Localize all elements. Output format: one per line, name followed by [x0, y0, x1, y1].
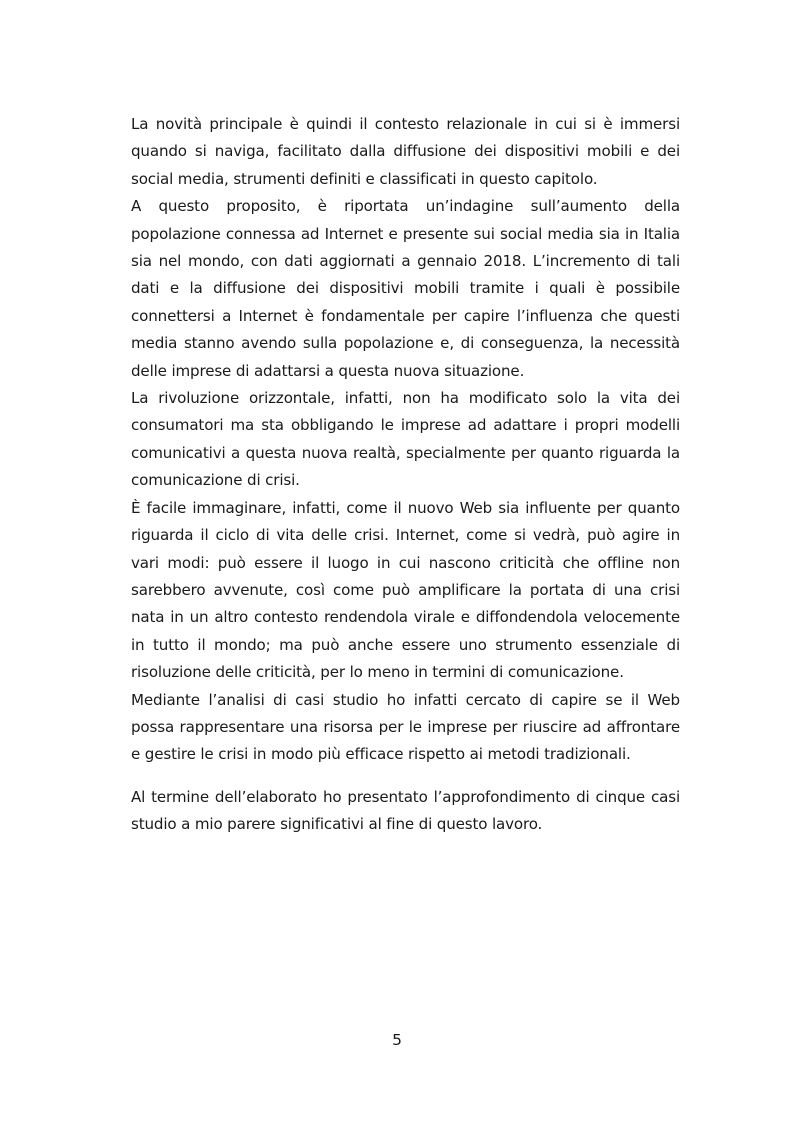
paragraph-5: Mediante l’analisi di casi studio ho infatti cercato di capire se il Web possa rappresentare una risorsa per le imprese per riuscire ad affrontare e gestire le crisi in modo più efficace rispetto ai metodi tradizionali. [131, 690, 680, 764]
paragraph-6: Al termine dell’elaborato ho presentato l’approfondimento di cinque casi studio a mio parere significativi al fine di questo lavoro. [131, 787, 680, 834]
paragraph-1: La novità principale è quindi il contesto relazionale in cui si è immersi quando si naviga, facilitato dalla diffusione dei dispositivi mobili e dei social media, strumenti definiti e classificati in questo capitolo. [131, 115, 680, 188]
paragraph-4: È facile immaginare, infatti, come il nuovo Web sia influente per quanto riguarda il ciclo di vita delle crisi. Internet, come si vedrà, può agire in vari modi: può essere il luogo in cui nascono criticità che offline non sarebbero avvenute, così come può amplificare la portata di una crisi nata in un altro contesto rendendola virale e diffondendola velocemente in tutto il mondo; ma può anche essere uno strumento essenziale di risoluzione delle criticità, per lo meno in termini di comunicazione. [131, 498, 680, 682]
page-number: 5 [392, 1031, 402, 1049]
paragraph-3: La rivoluzione orizzontale, infatti, non ha modificato solo la vita dei consumatori ma sta obbligando le imprese ad adattare i propri modelli comunicativi a questa nuova realtà, specialmente per quanto riguarda la comunicazione di crisi. [131, 389, 680, 490]
body-text [131, 111, 680, 839]
paragraph-2: A questo proposito, è riportata un’indagine sull’aumento della popolazione connessa ad Internet e presente sui social media sia in Italia sia nel mondo, con dati aggiornati a gennaio 2018. L’incremento di tali dati e la diffusione dei dispositivi mobili tramite i quali è possibile connettersi a Internet è fondamentale per capire l’influenza che questi media stanno avendo sulla popolazione e, di conseguenza, la necessità delle imprese di adattarsi a questa nuova situazione. [131, 197, 680, 380]
